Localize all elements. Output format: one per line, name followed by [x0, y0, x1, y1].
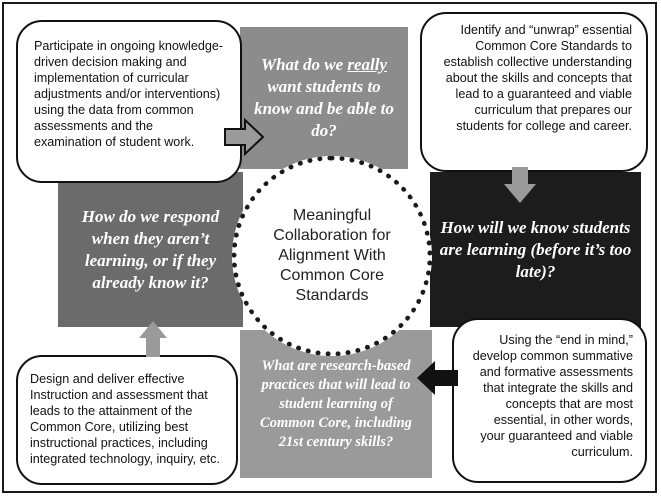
question-top-text [252, 54, 396, 142]
center-circle [232, 156, 432, 356]
note-bottom-right [452, 318, 647, 483]
question-bottom-text: What are research-based practices that will lead to student learning of Common Core, including 21st century skills? [260, 357, 412, 450]
question-left-text: How do we respond when they aren’t learning, or if they already know it? [81, 206, 220, 292]
note-bottom-left [16, 355, 238, 485]
down-arrow-icon [503, 166, 537, 204]
center-title: Meaningful Collaboration for Alignment With Common Core Standards [273, 207, 391, 304]
question-top-emphasis: really [347, 55, 388, 74]
note-top-right [420, 12, 648, 172]
question-left [58, 172, 243, 327]
right-arrow-icon [223, 118, 265, 156]
question-top-part1: What do we [260, 55, 348, 74]
note-bottom-left-text: Design and deliver effective Instruction and assessment that leads to the attainment of the Common Core, utilizing best instructional practices, including integrated technology, inquiry, etc. [30, 372, 220, 466]
up-arrow-icon [138, 320, 168, 358]
note-top-right-text: Identify and “unwrap” essential Common Core Standards to establish collective understanding about the skills and concepts that lead to a guaranteed and viable curriculum that prepares our students for college and career. [443, 23, 632, 133]
question-top-part2: want students to know and be able to do? [254, 77, 394, 140]
left-arrow-icon [415, 360, 459, 396]
question-top [240, 27, 408, 169]
note-top-left-text: Participate in ongoing knowledge-driven decision making and implementation of curricular adjustments and/or interventions) using the data from common assessments and the examination of student work. [34, 39, 224, 149]
note-bottom-right-text: Using the “end in mind,” develop common summative and formative assessments that integrate the skills and concepts that are most essential, in other words, your guaranteed and viable curriculum. [472, 333, 633, 459]
question-right-text: How will we know students are learning (before it’s too late)? [439, 217, 632, 281]
note-top-left [16, 20, 242, 183]
